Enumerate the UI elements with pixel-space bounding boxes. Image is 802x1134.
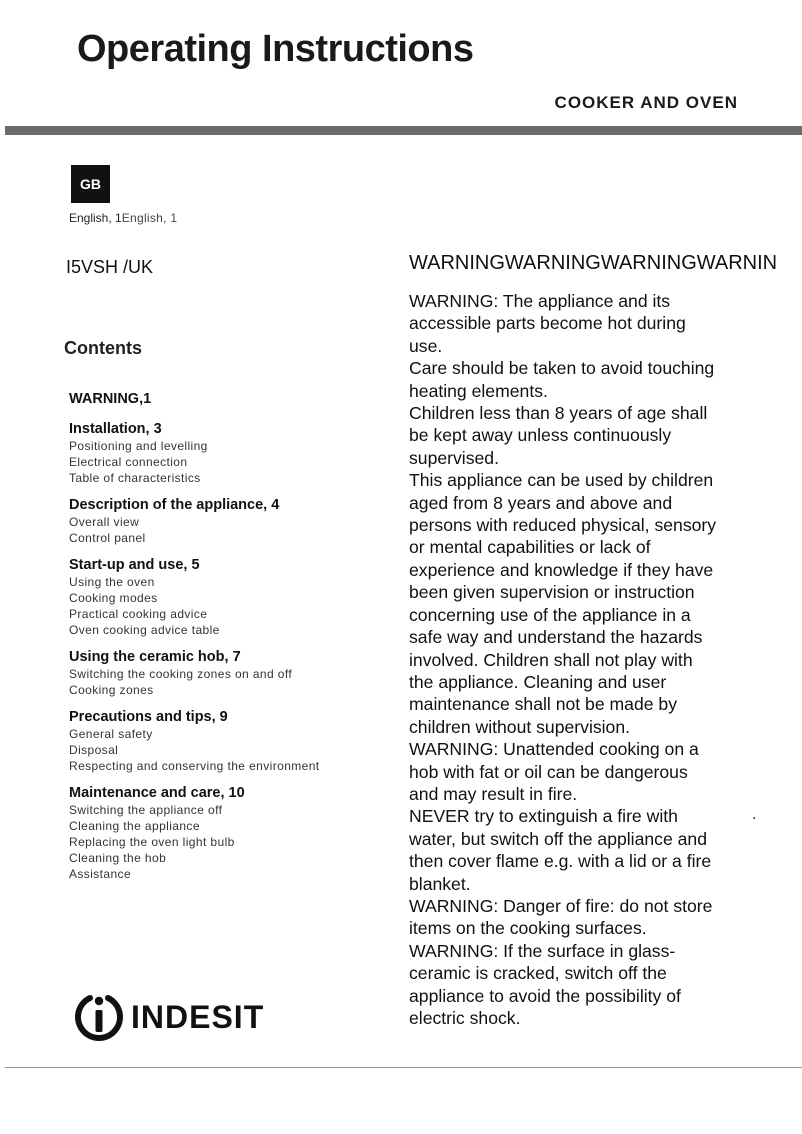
toc-section	[69, 708, 369, 774]
warning-paragraph: NEVER try to extinguish a fire with water, but switch off the appliance and then cover flame e.g. with a lid or a fire blanket.	[409, 806, 712, 894]
footer-divider	[5, 1067, 802, 1068]
warning-paragraph: WARNING: The appliance and its accessible parts become hot during use.	[409, 291, 686, 356]
toc-section	[69, 556, 369, 638]
contents-heading: Contents	[64, 338, 142, 358]
toc-section	[69, 784, 369, 882]
toc-section-title: Start-up and use, 5	[69, 557, 200, 573]
toc-section	[69, 496, 369, 546]
toc-item: Cleaning the hob	[69, 851, 167, 865]
warning-paragraph: This appliance can be used by children aged from 8 years and above and persons with reduced physical, sensory or mental capabilities or lack of experience and knowledge if they have been given supervision or instruction concerning use of the appliance in a safe way and understand the hazards involved. Children shall not play with the appliance. Cleaning and user maintenance shall not be made by children without supervision.	[409, 470, 717, 737]
toc-item: Cooking modes	[69, 591, 158, 605]
warning-paragraph: WARNING: Unattended cooking on a hob with fat or oil can be dangerous and may result in fire.	[409, 739, 699, 804]
toc-section-title: Precautions and tips, 9	[69, 709, 228, 725]
toc-section	[69, 648, 369, 698]
indesit-logo	[73, 992, 264, 1042]
toc-item: Practical cooking advice	[69, 607, 208, 621]
toc-item: Cooking zones	[69, 683, 154, 697]
header-divider	[5, 126, 802, 135]
warning-text	[409, 290, 719, 1029]
language-badge: GB	[71, 165, 110, 203]
toc-section-title: Using the ceramic hob, 7	[69, 649, 241, 665]
model-number: I5VSH /UK	[66, 257, 154, 277]
toc-section-title: Maintenance and care, 10	[69, 785, 245, 801]
toc-item: Replacing the oven light bulb	[69, 835, 235, 849]
toc-item: Overall view	[69, 515, 140, 529]
toc-section	[69, 420, 369, 486]
toc-section-title: Description of the appliance, 4	[69, 497, 280, 513]
toc-item: Switching the cooking zones on and off	[69, 667, 293, 681]
language-label-repeat: English, 1	[121, 211, 178, 225]
toc-item: Positioning and levelling	[69, 439, 208, 453]
warning-paragraph: Children less than 8 years of age shall be kept away unless continuously supervised.	[409, 403, 708, 468]
warning-paragraph: WARNING: If the surface in glass-ceramic is cracked, switch off the appliance to avoid the possibility of electric shock.	[409, 940, 681, 1028]
toc-item: Assistance	[69, 867, 132, 881]
document-subtitle: COOKER AND OVEN	[554, 93, 738, 112]
document-title: Operating Instructions	[77, 28, 474, 70]
warning-paragraph: Care should be taken to avoid touching heating elements.	[409, 358, 715, 401]
toc-item: Table of characteristics	[69, 471, 201, 485]
stray-mark: .	[752, 806, 757, 823]
toc-section-title: Installation, 3	[69, 421, 162, 437]
toc-item: General safety	[69, 727, 153, 741]
language-label	[69, 211, 177, 225]
toc-item: Oven cooking advice table	[69, 623, 220, 637]
toc-item: Switching the appliance off	[69, 803, 223, 817]
table-of-contents	[69, 390, 369, 892]
indesit-logo-icon	[73, 992, 125, 1042]
toc-item: Respecting and conserving the environment	[69, 759, 320, 773]
toc-item: Disposal	[69, 743, 119, 757]
warning-paragraph: WARNING: Danger of fire: do not store items on the cooking surfaces.	[409, 895, 713, 939]
toc-item: Electrical connection	[69, 455, 188, 469]
toc-item: Cleaning the appliance	[69, 819, 200, 833]
language-label-text: English, 1	[69, 211, 122, 225]
brand-name: INDESIT	[131, 998, 265, 1035]
toc-item: Using the oven	[69, 575, 155, 589]
toc-section-title: WARNING,1	[69, 391, 152, 407]
toc-section	[69, 390, 369, 408]
toc-item: Control panel	[69, 531, 146, 545]
warning-heading: WARNINGWARNINGWARNINGWARNIN	[409, 252, 778, 274]
